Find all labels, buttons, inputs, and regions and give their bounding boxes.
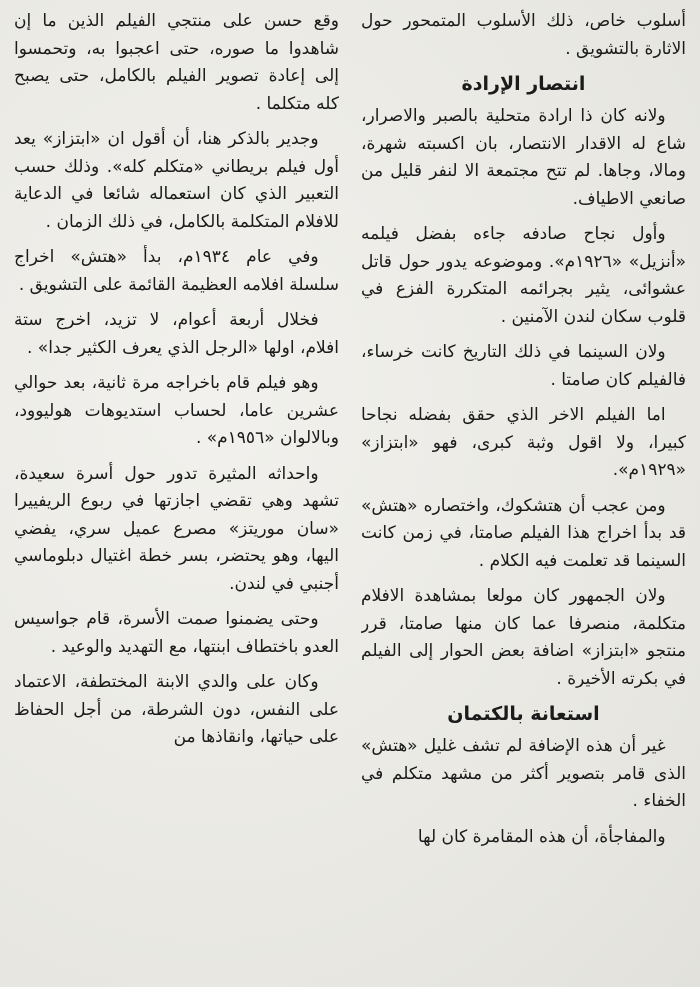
- paragraph: اما الفيلم الاخر الذي حقق بفضله نجاحا كبيرا، ولا اقول وثبة كبرى، فهو «ابتزاز» «١٩٢٩م».: [361, 405, 686, 480]
- paragraph: والمفاجأة، أن هذه المقامرة كان لها: [417, 826, 666, 847]
- paragraph: واحداثه المثيرة تدور حول أسرة سعيدة، تشهد وهي تقضي اجازتها في ربوع الريفييرا «سان موريتز» مصرع عميل سري، يفضي اليها، وهو يحتضر، بسر خطة اغتيال دبلوماسي أجنبي في لندن.: [14, 463, 339, 594]
- paragraph: ومن عجب أن هتشكوك، واختصاره «هتش» قد بدأ اخراج هذا الفيلم صامتا، في زمن كانت السينما قد تعلمت فيه الكلام .: [361, 495, 686, 571]
- left-column: [14, 8, 339, 987]
- paragraph: وفي عام ١٩٣٤م، بدأ «هتش» اخراج سلسلة افلامه العظيمة القائمة على التشويق .: [14, 247, 339, 295]
- paragraph: فخلال أربعة أعوام، لا تزيد، اخرج ستة افلام، اولها «الرجل الذي يعرف الكثير جدا» .: [14, 310, 339, 358]
- paragraph: غير أن هذه الإضافة لم تشف غليل «هتش» الذى قامر بتصوير أكثر من مشهد متكلم في الخفاء .: [361, 736, 686, 811]
- paragraph: وكان على والدي الابنة المختطفة، الاعتماد على النفس، دون الشرطة، من أجل الحفاظ على حياتها، وانقاذها من: [14, 672, 339, 747]
- paragraph: وحتى يضمنوا صمت الأسرة، قام جواسيس العدو باختطاف ابنتها، مع التهديد والوعيد .: [14, 609, 339, 657]
- paragraph: أسلوب خاص، ذلك الأسلوب المتمحور حول الاثارة بالتشويق .: [361, 11, 686, 59]
- article-columns: [14, 8, 686, 987]
- paragraph: ولان الجمهور كان مولعا بمشاهدة الافلام متكلمة، منصرفا عما كان منها صامتا، قرر منتجو «ابتزاز» اضافة بعض الحوار إلى الفيلم في بكرته الأخيرة .: [361, 586, 686, 689]
- section-heading: استعانة بالكتمان: [447, 703, 600, 725]
- paragraph: وهو فيلم قام باخراجه مرة ثانية، بعد حوالي عشرين عاما، لحساب استديوهات هوليوود، وبالالوان «١٩٥٦م» .: [14, 373, 339, 448]
- paragraph: ولانه كان ذا ارادة متحلية بالصبر والاصرار، شاع له الاقدار الانتصار، بان اكسبته شهرة، ومالا، وجاها. لم تتح مجتمعة الا لنفر قليل من صانعي الاطياف.: [361, 106, 686, 209]
- right-column: [361, 8, 686, 987]
- paragraph: ولان السينما في ذلك التاريخ كانت خرساء، فالفيلم كان صامتا .: [361, 342, 686, 390]
- paragraph: وقع حسن على منتجي الفيلم الذين ما إن شاهدوا ما صوره، حتى اعجبوا به، وتحمسوا إلى إعادة تصوير الفيلم بالكامل، حتى يصبح كله متكلما .: [14, 11, 339, 114]
- paragraph: وأول نجاح صادفه جاءه بفضل فيلمه «أنزيل» «١٩٢٦م». وموضوعه يدور حول قاتل عشوائى، يثير بجرائمه المتكررة الفزع في قلوب سكان لندن الآمنين .: [361, 224, 686, 327]
- section-heading: انتصار الإرادة: [461, 73, 586, 95]
- paragraph: وجدير بالذكر هنا، أن أقول ان «ابتزاز» يعد أول فيلم بريطاني «متكلم كله». وذلك حسب التعبير الذي كان استعماله شائعا في الدعاية للافلام المتكلمة بالكامل، في ذلك الزمان .: [14, 129, 339, 232]
